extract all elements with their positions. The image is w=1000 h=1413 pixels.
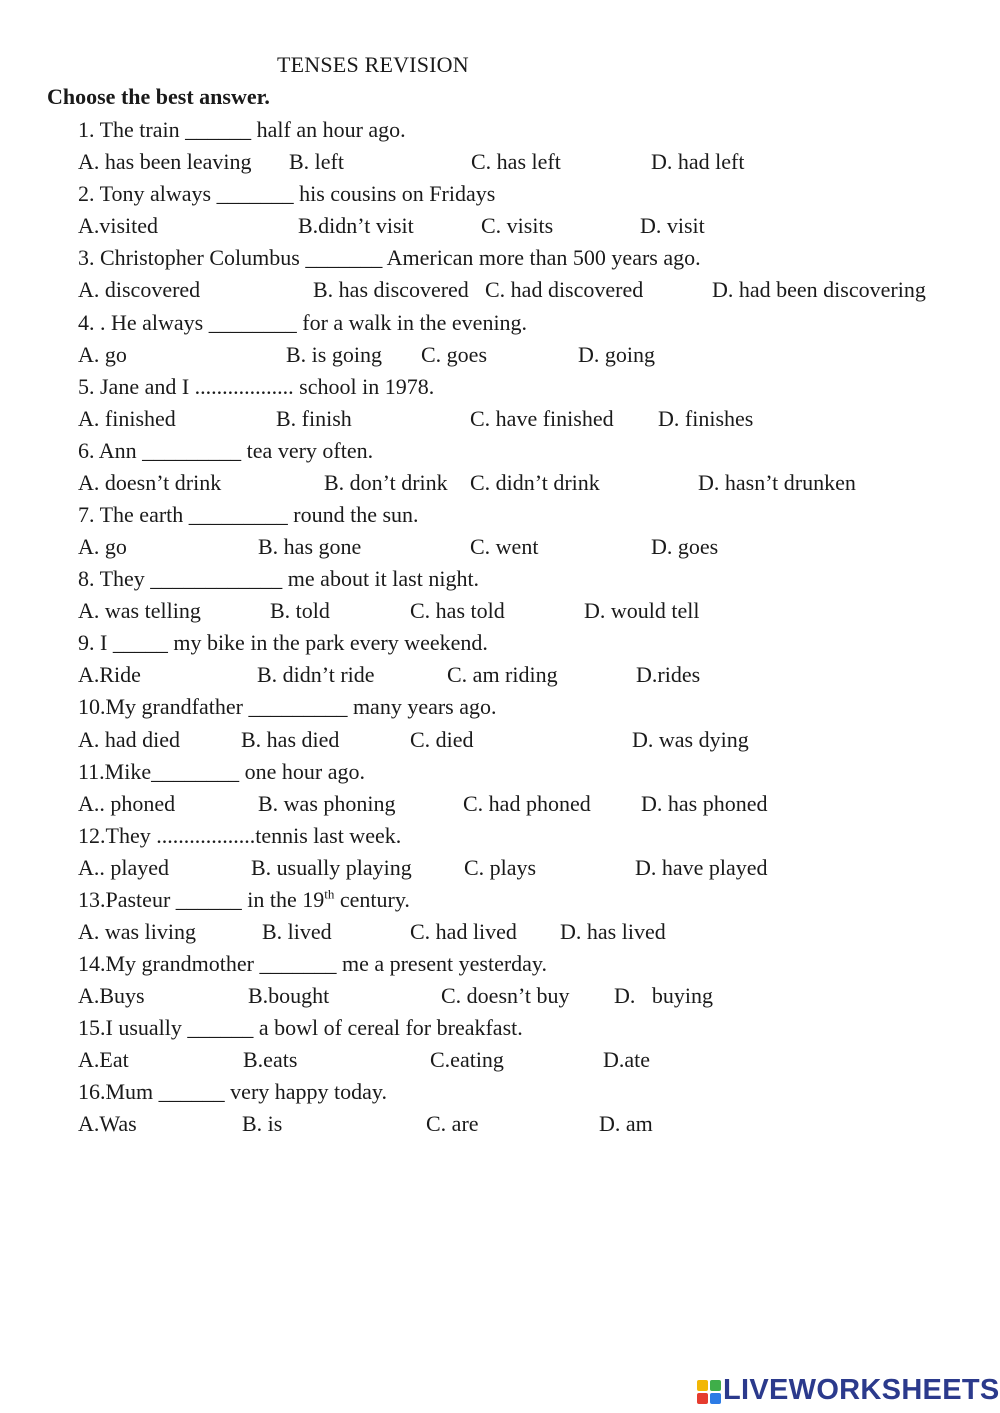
- option-d[interactable]: D. hasn’t drunken: [698, 470, 856, 495]
- option-c[interactable]: C. had lived: [410, 919, 517, 944]
- question-text: 7. The earth _________ round the sun.: [78, 502, 419, 527]
- option-d[interactable]: D. has phoned: [641, 791, 768, 816]
- logo-square-1: [697, 1380, 708, 1391]
- options-5: [0, 406, 1000, 436]
- option-b[interactable]: B.eats: [243, 1047, 298, 1072]
- options-4: [0, 342, 1000, 372]
- question-15: [0, 1015, 1000, 1045]
- option-a[interactable]: A. go: [78, 342, 127, 367]
- option-c[interactable]: C. didn’t drink: [470, 470, 600, 495]
- ordinal-suffix: th: [324, 886, 335, 902]
- question-16: [0, 1079, 1000, 1109]
- option-a[interactable]: A.Was: [78, 1111, 137, 1136]
- option-a[interactable]: A. had died: [78, 727, 181, 752]
- question-text: 1. The train ______ half an hour ago.: [78, 117, 406, 142]
- option-c[interactable]: C. have finished: [470, 406, 614, 431]
- option-b[interactable]: B. left: [289, 149, 344, 174]
- option-d[interactable]: D. am: [599, 1111, 653, 1136]
- options-1: [0, 149, 1000, 179]
- option-a[interactable]: A.Ride: [78, 662, 141, 687]
- question-text: 15.I usually ______ a bowl of cereal for breakfast.: [78, 1015, 523, 1040]
- question-text: 8. They ____________ me about it last night.: [78, 566, 480, 591]
- liveworksheets-logo-icon: [697, 1380, 723, 1406]
- question-3: [0, 245, 1000, 275]
- options-16: [0, 1111, 1000, 1141]
- option-a[interactable]: A.Buys: [78, 983, 145, 1008]
- question-text: 5. Jane and I .................. school in 1978.: [78, 374, 435, 399]
- question-5: [0, 374, 1000, 404]
- question-text: 13.Pasteur ______ in the 19th century.: [78, 886, 410, 912]
- options-8: [0, 598, 1000, 628]
- option-a[interactable]: A.Eat: [78, 1047, 129, 1072]
- option-a[interactable]: A.. phoned: [78, 791, 176, 816]
- question-text: 3. Christopher Columbus _______ American more than 500 years ago.: [78, 245, 701, 270]
- option-c[interactable]: C. plays: [464, 855, 537, 880]
- option-b[interactable]: B. has died: [241, 727, 340, 752]
- instruction-text: Choose the best answer.: [47, 84, 270, 109]
- options-6: [0, 470, 1000, 500]
- option-c[interactable]: C.eating: [430, 1047, 504, 1072]
- options-2: [0, 213, 1000, 243]
- question-text: 14.My grandmother _______ me a present yesterday.: [78, 951, 548, 976]
- option-c[interactable]: C. had discovered: [485, 277, 644, 302]
- option-a[interactable]: A. was telling: [78, 598, 201, 623]
- logo-square-4: [710, 1393, 721, 1404]
- question-12: [0, 823, 1000, 853]
- option-d[interactable]: D. goes: [651, 534, 719, 559]
- option-d[interactable]: D.rides: [636, 662, 701, 687]
- options-14: [0, 983, 1000, 1013]
- question-8: [0, 566, 1000, 596]
- options-10: [0, 727, 1000, 757]
- question-10: [0, 694, 1000, 724]
- option-c[interactable]: C. visits: [481, 213, 554, 238]
- option-c[interactable]: C. went: [470, 534, 539, 559]
- question-6: [0, 438, 1000, 468]
- options-12: [0, 855, 1000, 885]
- question-4: [0, 310, 1000, 340]
- option-d[interactable]: D. would tell: [584, 598, 700, 623]
- option-d[interactable]: D. had left: [651, 149, 745, 174]
- options-11: [0, 791, 1000, 821]
- option-d[interactable]: D. visit: [640, 213, 705, 238]
- option-b[interactable]: B.bought: [248, 983, 330, 1008]
- options-13: [0, 919, 1000, 949]
- option-c[interactable]: C. had phoned: [463, 791, 591, 816]
- option-a[interactable]: A.. played: [78, 855, 170, 880]
- question-1: [0, 117, 1000, 147]
- option-b[interactable]: B. told: [270, 598, 330, 623]
- options-9: [0, 662, 1000, 692]
- option-b[interactable]: B.didn’t visit: [298, 213, 414, 238]
- option-d[interactable]: D. was dying: [632, 727, 749, 752]
- option-d[interactable]: D. had been discovering: [712, 277, 926, 302]
- option-b[interactable]: B. didn’t ride: [257, 662, 375, 687]
- option-c[interactable]: C. am riding: [447, 662, 558, 687]
- option-a[interactable]: A. discovered: [78, 277, 201, 302]
- question-13: [0, 887, 1000, 917]
- option-b[interactable]: B. usually playing: [251, 855, 412, 880]
- option-b[interactable]: B. has discovered: [313, 277, 469, 302]
- question-text: 16.Mum ______ very happy today.: [78, 1079, 387, 1104]
- option-b[interactable]: B. don’t drink: [324, 470, 448, 495]
- question-11: [0, 759, 1000, 789]
- option-c[interactable]: C. goes: [421, 342, 487, 367]
- option-b[interactable]: B. is going: [286, 342, 382, 367]
- option-d[interactable]: D. finishes: [658, 406, 754, 431]
- question-9: [0, 630, 1000, 660]
- question-text: 9. I _____ my bike in the park every weekend.: [78, 630, 488, 655]
- liveworksheets-logo[interactable]: [697, 1374, 1000, 1410]
- option-a[interactable]: A.visited: [78, 213, 159, 238]
- option-a[interactable]: A. has been leaving: [78, 149, 252, 174]
- question-text: 10.My grandfather _________ many years ago.: [78, 694, 497, 719]
- option-a[interactable]: A. finished: [78, 406, 176, 431]
- option-d[interactable]: D. going: [578, 342, 655, 367]
- options-15: [0, 1047, 1000, 1077]
- logo-square-2: [710, 1380, 721, 1391]
- question-text: 2. Tony always _______ his cousins on Fridays: [78, 181, 496, 206]
- question-text: 4. . He always ________ for a walk in the evening.: [78, 310, 528, 335]
- option-d[interactable]: D. buying: [614, 983, 713, 1008]
- option-d[interactable]: D. have played: [635, 855, 768, 880]
- option-c[interactable]: C. are: [426, 1111, 479, 1136]
- worksheet-title: TENSES REVISION: [277, 52, 469, 77]
- question-text: 6. Ann _________ tea very often.: [78, 438, 374, 463]
- question-14: [0, 951, 1000, 981]
- option-c[interactable]: C. died: [410, 727, 474, 752]
- option-a[interactable]: A. was living: [78, 919, 196, 944]
- option-b[interactable]: B. was phoning: [258, 791, 396, 816]
- option-b[interactable]: B. lived: [262, 919, 332, 944]
- question-7: [0, 502, 1000, 532]
- logo-square-3: [697, 1393, 708, 1404]
- options-3: [0, 277, 1000, 307]
- option-a[interactable]: A. go: [78, 534, 127, 559]
- option-c[interactable]: C. doesn’t buy: [441, 983, 570, 1008]
- option-b[interactable]: B. has gone: [258, 534, 362, 559]
- question-text: 12.They ..................tennis last week.: [78, 823, 402, 848]
- question-2: [0, 181, 1000, 211]
- logo-wordmark: LIVEWORKSHEETS: [723, 1374, 1000, 1406]
- option-c[interactable]: C. has told: [410, 598, 505, 623]
- option-b[interactable]: B. is: [242, 1111, 283, 1136]
- option-b[interactable]: B. finish: [276, 406, 352, 431]
- option-d[interactable]: D. has lived: [560, 919, 666, 944]
- question-text: 11.Mike________ one hour ago.: [78, 759, 365, 784]
- option-c[interactable]: C. has left: [471, 149, 561, 174]
- option-d[interactable]: D.ate: [603, 1047, 651, 1072]
- options-7: [0, 534, 1000, 564]
- option-a[interactable]: A. doesn’t drink: [78, 470, 222, 495]
